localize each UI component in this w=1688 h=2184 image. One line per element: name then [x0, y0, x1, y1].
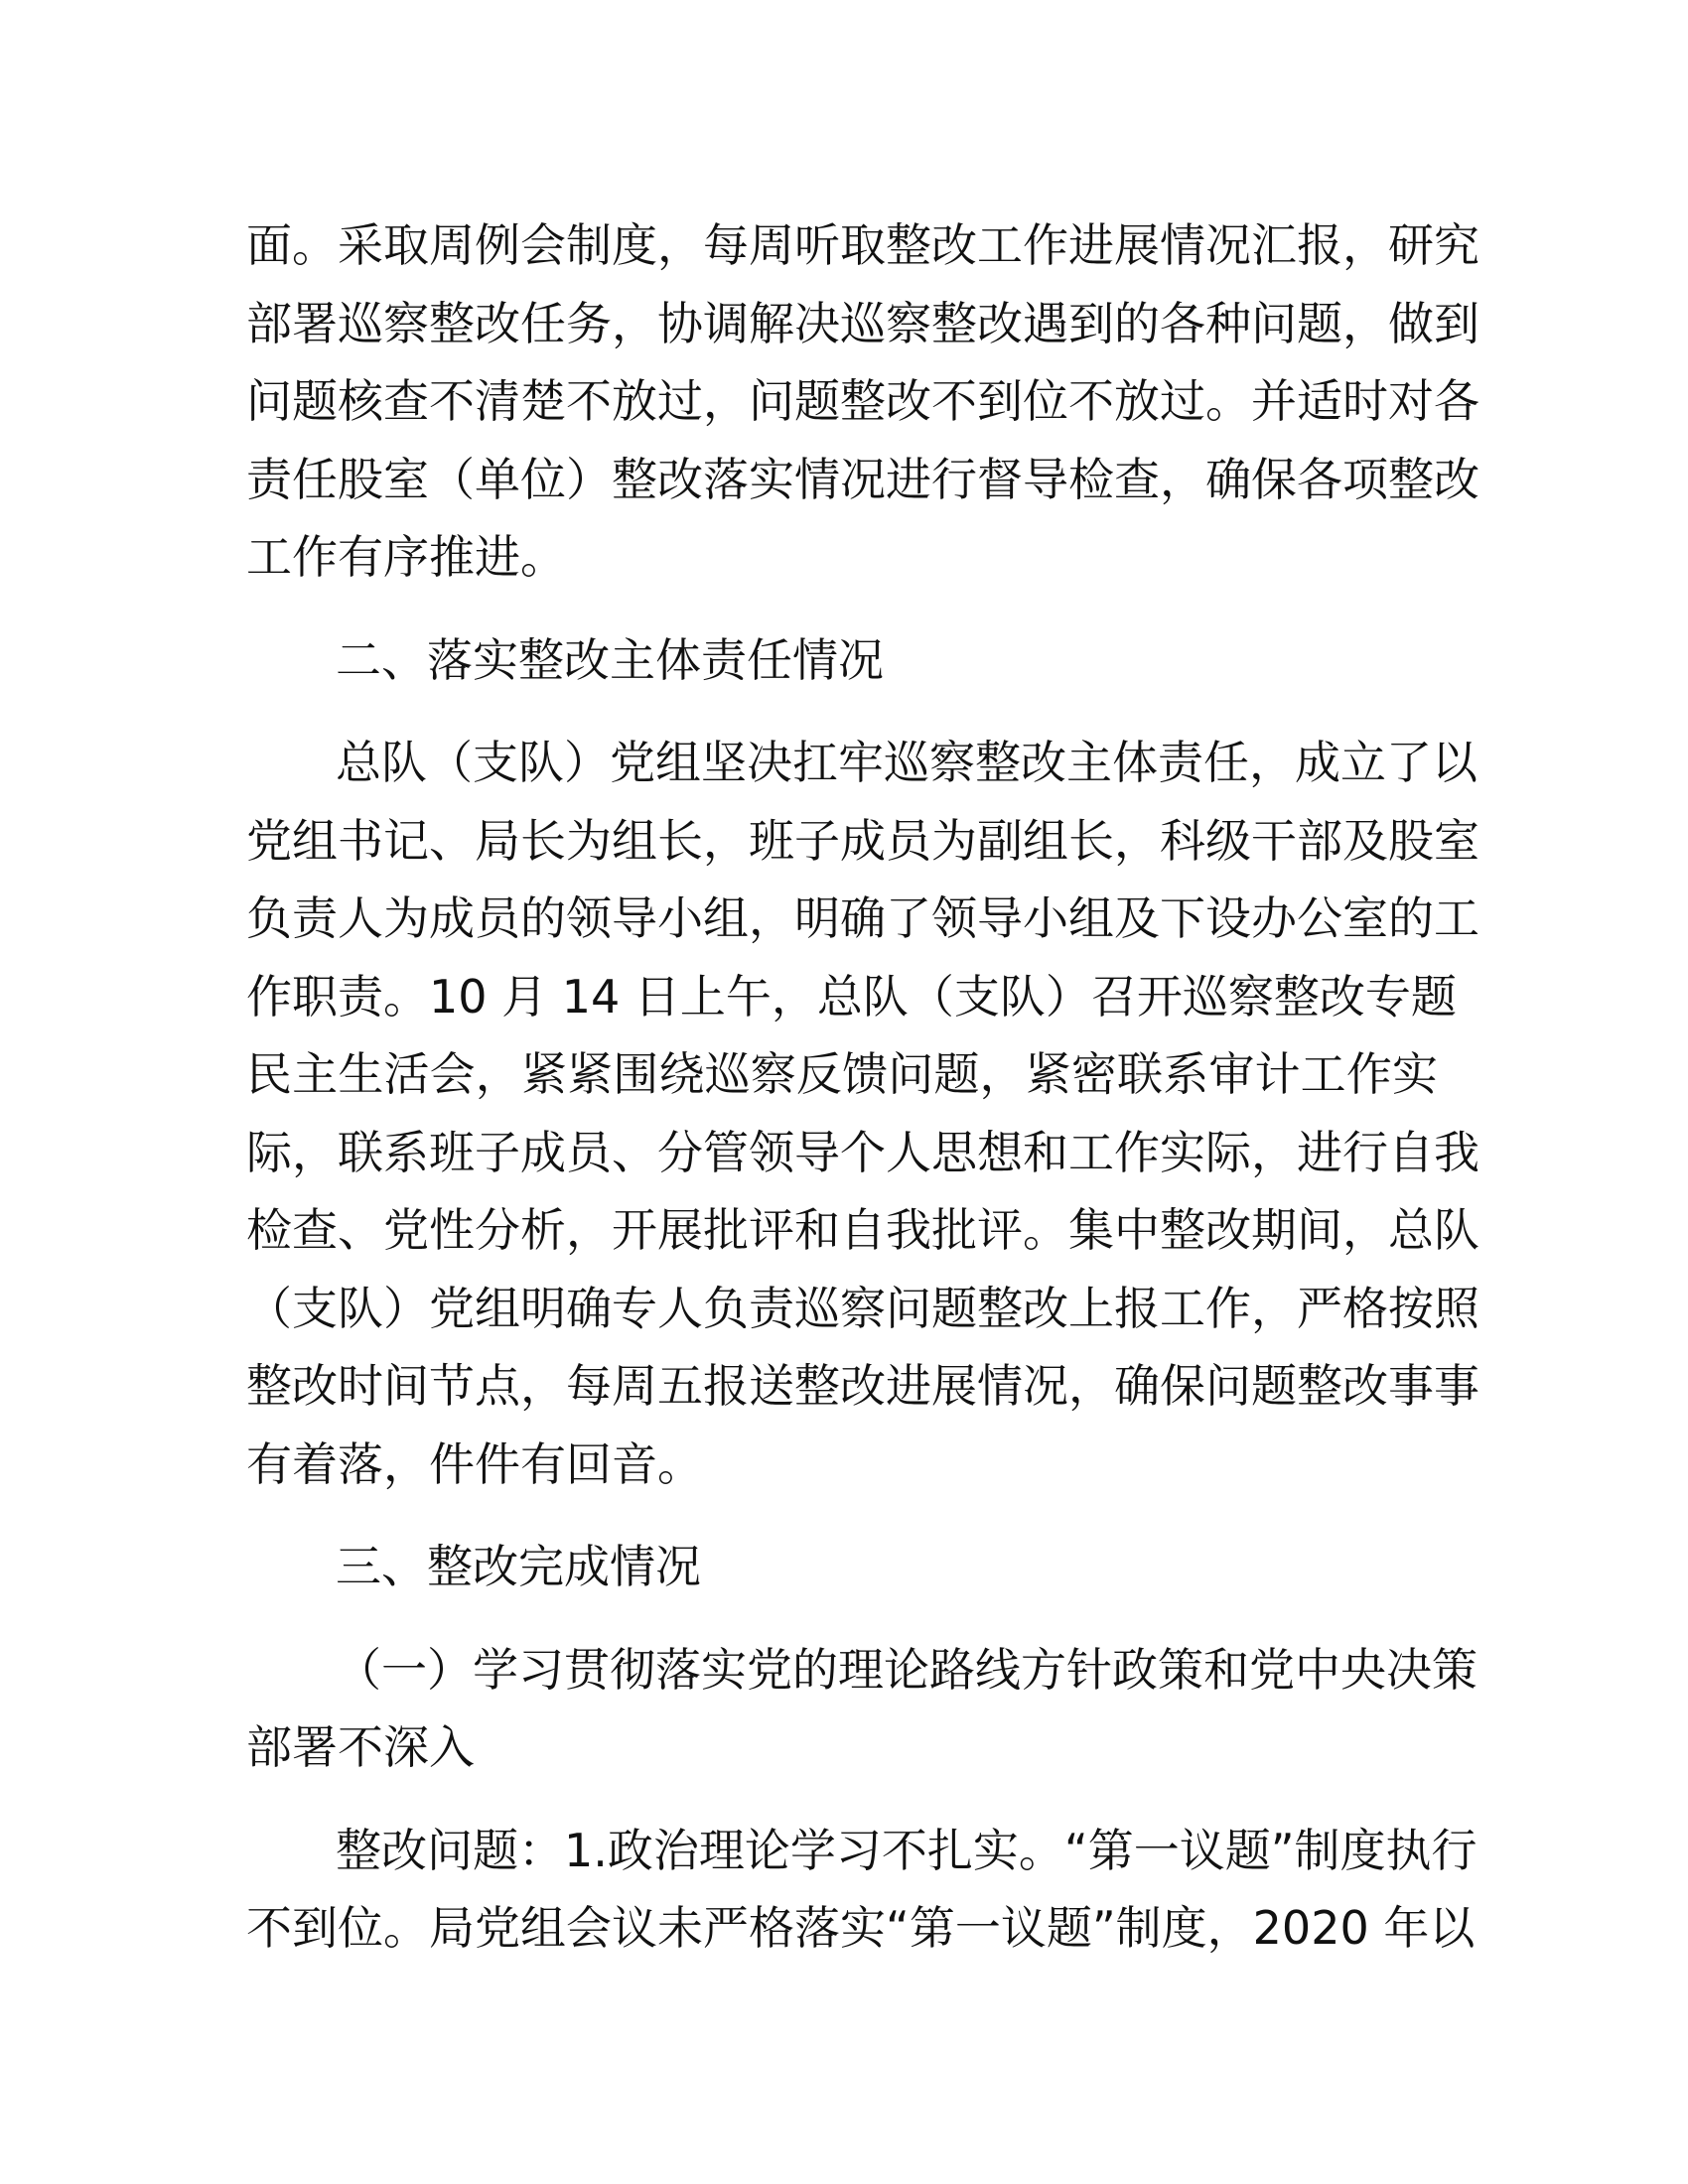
document-page: [246, 206, 1479, 1968]
paragraph-line: 整改时间节点，每周五报送整改进展情况，确保问题整改事事: [246, 1359, 1479, 1413]
paragraph-line: 面。采取周例会制度，每周听取整改工作进展情况汇报，研究: [246, 218, 1479, 272]
spacer: [246, 1503, 1438, 1528]
paragraph-2: [246, 724, 1479, 1503]
paragraph-3: [246, 1812, 1477, 1968]
spacer: [246, 699, 1438, 724]
subheading-1: [246, 1631, 1477, 1787]
paragraph-1: [246, 206, 1479, 597]
paragraph-line: 工作有序推进。: [246, 530, 566, 584]
paragraph-line: 党组书记、局长为组长，班子成员为副组长，科级干部及股室: [246, 813, 1479, 868]
paragraph-line: 问题核查不清楚不放过，问题整改不到位不放过。并适时对各: [246, 374, 1479, 428]
section-heading-2: 二、落实整改主体责任情况: [336, 632, 884, 687]
section-heading-3: 三、整改完成情况: [336, 1540, 701, 1593]
paragraph-line: 民主生活会，紧紧围绕巡察反馈问题，紧密联系审计工作实: [246, 1047, 1438, 1101]
paragraph-line: 不到位。局党组会议未严格落实“第一议题”制度，2020 年以: [246, 1901, 1476, 1955]
paragraph-line: 检查、党性分析，开展批评和自我批评。集中整改期间，总队: [246, 1203, 1479, 1257]
paragraph-line: 有着落，件件有回音。: [246, 1436, 703, 1491]
subheading-line: 部署不深入: [246, 1720, 475, 1774]
paragraph-line: 部署巡察整改任务，协调解决巡察整改遇到的各种问题，做到: [246, 296, 1479, 350]
paragraph-line: 际，联系班子成员、分管领导个人思想和工作实际，进行自我: [246, 1125, 1479, 1179]
subheading-line: （一）学习贯彻落实党的理论路线方针政策和党中央决策: [336, 1642, 1477, 1697]
paragraph-line: 责任股室（单位）整改落实情况进行督导检查，确保各项整改: [246, 452, 1479, 506]
paragraph-line: 整改问题：1.政治理论学习不扎实。“第一议题”制度执行: [336, 1823, 1477, 1877]
spacer: [246, 1787, 1438, 1812]
paragraph-line: 总队（支队）党组坚决扛牢巡察整改主体责任，成立了以: [336, 736, 1477, 789]
spacer: [246, 1606, 1438, 1631]
paragraph-line: 负责人为成员的领导小组，明确了领导小组及下设办公室的工: [246, 891, 1479, 945]
paragraph-line: 作职责。10 月 14 日上午，总队（支队）召开巡察整改专题: [246, 969, 1457, 1024]
spacer: [246, 597, 1438, 621]
paragraph-line: （支队）党组明确专人负责巡察问题整改上报工作，严格按照: [246, 1281, 1479, 1335]
